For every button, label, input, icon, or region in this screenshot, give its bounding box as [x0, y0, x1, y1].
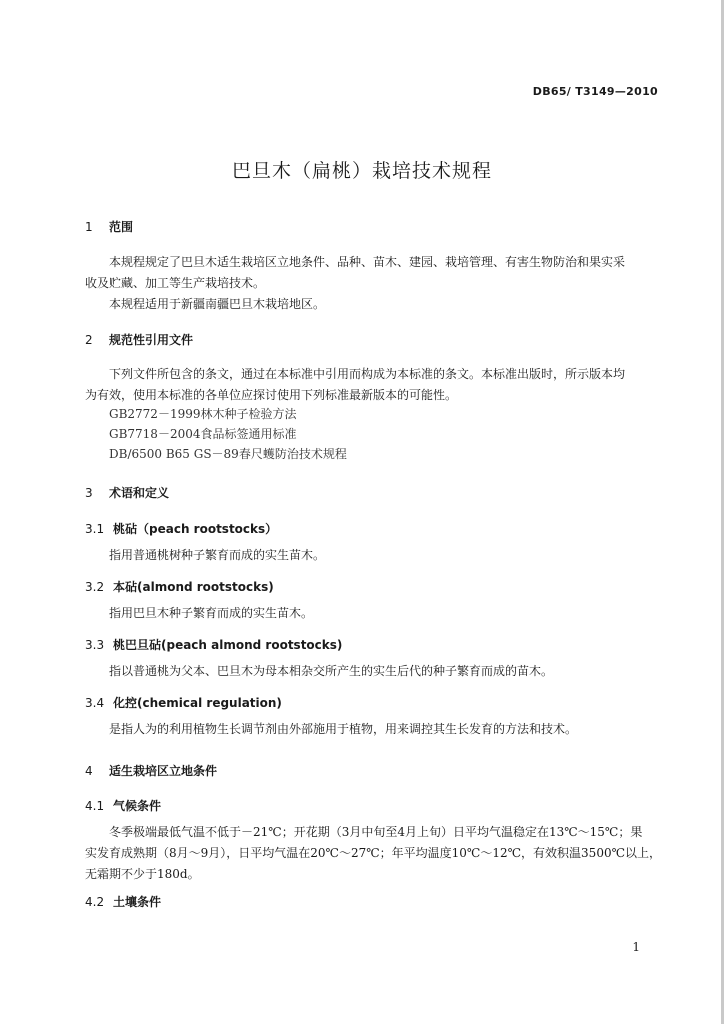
section-number: 3.1 [85, 522, 105, 536]
section-number: 4.1 [85, 799, 105, 813]
page-number: 1 [632, 940, 640, 954]
section-2-heading [85, 331, 193, 348]
paragraph-line: 下列文件所包含的条文，通过在本标准中引用而构成为本标准的条文。本标准出版时，所示版本均 [109, 367, 626, 381]
section-number: 3.3 [85, 638, 105, 652]
paragraph-line: 指以普通桃为父本、巴旦木为母本相杂交所产生的实生后代的种子繁育而成的苗木。 [109, 664, 554, 678]
section-number: 3.2 [85, 580, 105, 594]
section-title: 术语和定义 [109, 486, 170, 500]
section-2-body [85, 364, 660, 406]
section-title: 土壤条件 [113, 895, 162, 909]
paragraph-line: 本规程适用于新疆南疆巴旦木栽培地区。 [109, 297, 326, 311]
section-number: 4.2 [85, 895, 105, 909]
section-4-1-body [85, 822, 660, 885]
reference-item: GB7718－2004食品标签通用标准 [109, 427, 297, 441]
paragraph-line: 收及贮藏、加工等生产栽培技术。 [85, 276, 266, 290]
section-title: 气候条件 [113, 799, 162, 813]
paragraph-line: 指用普通桃树种子繁育而成的实生苗木。 [109, 548, 326, 562]
section-number: 2 [85, 333, 93, 347]
section-3-1-heading [85, 520, 277, 537]
section-title: 本砧(almond rootstocks) [113, 580, 274, 594]
section-number: 3.4 [85, 696, 105, 710]
paragraph-line: 冬季极端最低气温不低于－21℃；开花期（3月中旬至4月上旬）日平均气温稳定在13℃～15℃；果 [109, 825, 643, 839]
document-code: DB65/ T3149—2010 [532, 85, 658, 98]
section-number: 1 [85, 220, 93, 234]
reference-item: DB/6500 B65 GS－89春尺蠖防治技术规程 [109, 447, 347, 461]
section-3-2-heading [85, 578, 274, 595]
section-number: 4 [85, 764, 93, 778]
paragraph-line: 本规程规定了巴旦木适生栽培区立地条件、品种、苗木、建园、栽培管理、有害生物防治和果实采 [109, 255, 626, 269]
section-1-heading [85, 218, 133, 235]
section-4-heading [85, 762, 217, 779]
section-title: 适生栽培区立地条件 [109, 764, 218, 778]
section-title: 范围 [109, 220, 134, 234]
section-title: 规范性引用文件 [109, 333, 194, 347]
paragraph-line: 指用巴旦木种子繁育而成的实生苗木。 [109, 606, 314, 620]
paragraph-line: 是指人为的利用植物生长调节剂由外部施用于植物，用来调控其生长发育的方法和技术。 [109, 722, 578, 736]
section-1-body [85, 252, 660, 315]
section-3-heading [85, 484, 169, 501]
section-3-2-body [85, 603, 660, 624]
page-title: 巴旦木（扁桃）栽培技术规程 [231, 160, 492, 182]
section-number: 3 [85, 486, 93, 500]
section-3-3-body [85, 661, 660, 682]
section-4-2-heading [85, 893, 161, 910]
section-title: 桃砧（peach rootstocks） [113, 522, 278, 536]
section-3-4-heading [85, 694, 282, 711]
reference-item: GB2772－1999林木种子检验方法 [109, 407, 297, 421]
section-4-1-heading [85, 797, 161, 814]
section-title: 化控(chemical regulation) [113, 696, 282, 710]
section-3-3-heading [85, 636, 342, 653]
section-title: 桃巴旦砧(peach almond rootstocks) [113, 638, 343, 652]
section-3-1-body [85, 545, 660, 566]
section-3-4-body [85, 719, 660, 740]
paragraph-line: 无霜期不少于180d。 [85, 867, 200, 881]
paragraph-line: 为有效，使用本标准的各单位应探讨使用下列标准最新版本的可能性。 [85, 388, 458, 402]
paragraph-line: 实发育成熟期（8月～9月），日平均气温在20℃～27℃；年平均温度10℃～12℃，有效积温3500℃以上， [85, 846, 662, 860]
